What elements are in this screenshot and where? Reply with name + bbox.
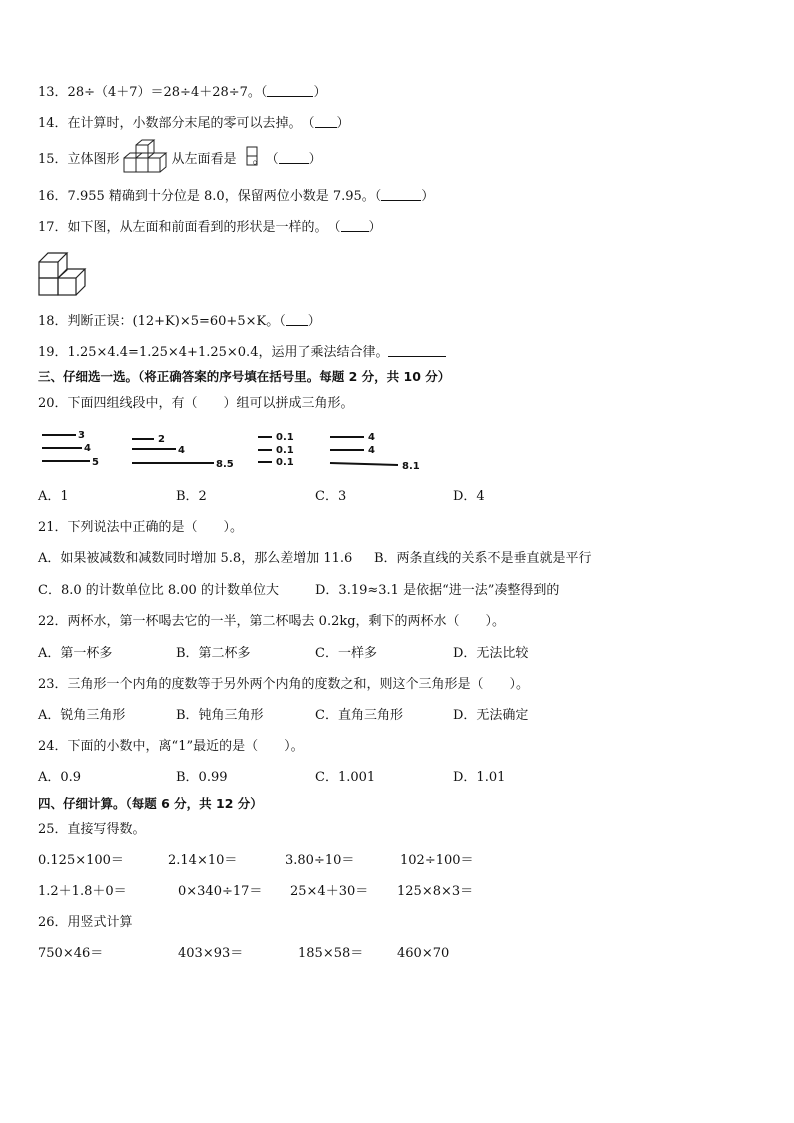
question-13-text: 13．28÷（4＋7）＝28÷4＋28÷7。（ <box>38 85 268 100</box>
seg-label-g2-3: 8.5 <box>216 459 234 470</box>
q20-option-c[interactable]: C．3 <box>315 489 347 504</box>
q25-item-1: 0.125×100＝ <box>38 853 124 868</box>
question-26-text: 26．用竖式计算 <box>38 915 133 930</box>
q20-option-b[interactable]: B．2 <box>176 489 207 504</box>
answer-blank-19[interactable] <box>388 343 446 357</box>
question-13: 13．28÷（4＋7）＝28÷4＋28÷7。（ ） <box>38 85 327 100</box>
q21-option-b[interactable]: B．两条直线的关系不是垂直就是平行 <box>374 551 592 566</box>
q26-item-1: 750×46＝ <box>38 946 104 961</box>
seg-label-g3-1: 0.1 <box>276 432 294 443</box>
side-view-q15 <box>246 146 258 166</box>
question-21-text: 21．下列说法中正确的是（ ）。 <box>38 520 244 535</box>
q24-option-b[interactable]: B．0.99 <box>176 770 228 785</box>
question-18: 18．判断正误：(12+K)×5=60+5×K。（ ） <box>38 314 321 329</box>
q23-option-c[interactable]: C．直角三角形 <box>315 708 403 723</box>
q26-item-4: 460×70 <box>397 946 450 961</box>
q25-item-5: 1.2＋1.8＋0＝ <box>38 884 127 899</box>
q25-item-6: 0×340÷17＝ <box>178 884 263 899</box>
q24-option-d[interactable]: D．1.01 <box>453 770 506 785</box>
q24-option-a[interactable]: A．0.9 <box>38 770 82 785</box>
question-22-text: 22．两杯水，第一杯喝去它的一半，第二杯喝去 0.2kg，剩下的两杯水（ ）。 <box>38 614 506 629</box>
segment-groups-q20 <box>38 425 438 475</box>
answer-blank-13[interactable] <box>267 83 313 97</box>
question-14-text: 14．在计算时，小数部分末尾的零可以去掉。 （ <box>38 116 315 131</box>
question-17: 17．如下图，从左面和前面看到的形状是一样的。 （ ） <box>38 220 382 235</box>
seg-label-g1-2: 4 <box>84 443 91 454</box>
question-15: 15．立体图形 从左面看是 。 （ ） <box>38 152 322 167</box>
question-20-text: 20．下面四组线段中，有（ ）组可以拼成三角形。 <box>38 396 354 411</box>
q22-option-b[interactable]: B．第二杯多 <box>176 646 251 661</box>
seg-label-g1-3: 5 <box>92 457 99 468</box>
question-19-text: 19．1.25×4.4=1.25×4+1.25×0.4，运用了乘法结合律。 <box>38 345 389 360</box>
q25-item-3: 3.80÷10＝ <box>285 853 355 868</box>
q25-item-7: 25×4＋30＝ <box>290 884 369 899</box>
seg-label-g2-2: 4 <box>178 445 185 456</box>
q26-item-3: 185×58＝ <box>298 946 364 961</box>
seg-label-g1-1: 3 <box>78 430 85 441</box>
question-19 <box>38 343 446 362</box>
q20-option-a[interactable]: A．1 <box>38 489 69 504</box>
q21-option-d[interactable]: D．3.19≈3.1 是依据“进一法”凑整得到的 <box>315 583 560 598</box>
section-4-title: 四、仔细计算。（每题 6 分，共 12 分） <box>38 796 263 811</box>
q26-item-2: 403×93＝ <box>178 946 244 961</box>
q22-option-a[interactable]: A．第一杯多 <box>38 646 113 661</box>
question-16-text: 16．7.955 精确到十分位是 8.0，保留两位小数是 7.95。（ <box>38 189 382 204</box>
answer-blank-17[interactable] <box>341 218 369 232</box>
answer-blank-16[interactable] <box>381 187 421 201</box>
q25-item-8: 125×8×3＝ <box>397 884 474 899</box>
question-23-text: 23．三角形一个内角的度数等于另外两个内角的度数之和，则这个三角形是（ ）。 <box>38 677 530 692</box>
q25-item-4: 102÷100＝ <box>400 853 474 868</box>
q22-option-d[interactable]: D．无法比较 <box>453 646 529 661</box>
q23-option-a[interactable]: A．锐角三角形 <box>38 708 126 723</box>
section-3-title: 三、仔细选一选。（将正确答案的序号填在括号里。每题 2 分，共 10 分） <box>38 369 451 384</box>
answer-blank-18[interactable] <box>286 312 308 326</box>
q22-option-c[interactable]: C．一样多 <box>315 646 377 661</box>
q25-item-2: 2.14×10＝ <box>168 853 238 868</box>
answer-blank-14[interactable] <box>315 114 337 128</box>
q21-option-c[interactable]: C．8.0 的计数单位比 8.00 的计数单位大 <box>38 583 279 598</box>
seg-label-g4-2: 4 <box>368 445 375 456</box>
seg-label-g3-3: 0.1 <box>276 457 294 468</box>
question-16: 16．7.955 精确到十分位是 8.0，保留两位小数是 7.95。（ ） <box>38 189 435 204</box>
cube-figure-q17 <box>38 248 88 298</box>
question-15-pre: 15．立体图形 <box>38 152 120 167</box>
question-15-mid: 从左面看是 <box>171 152 237 167</box>
q24-option-c[interactable]: C．1.001 <box>315 770 376 785</box>
q23-option-d[interactable]: D．无法确定 <box>453 708 529 723</box>
q21-option-a[interactable]: A．如果被减数和减数同时增加 5.8，那么差增加 11.6 <box>38 551 353 566</box>
seg-label-g2-1: 2 <box>158 434 165 445</box>
seg-label-g3-2: 0.1 <box>276 445 294 456</box>
question-17-text: 17．如下图，从左面和前面看到的形状是一样的。 （ <box>38 220 341 235</box>
question-24-text: 24．下面的小数中，离“1”最近的是（ ）。 <box>38 739 304 754</box>
question-18-text: 18．判断正误：(12+K)×5=60+5×K。（ <box>38 314 286 329</box>
cube-figure-q15 <box>122 138 174 176</box>
question-14: 14．在计算时，小数部分末尾的零可以去掉。 （ ） <box>38 116 350 131</box>
question-25-text: 25．直接写得数。 <box>38 822 146 837</box>
q23-option-b[interactable]: B．钝角三角形 <box>176 708 264 723</box>
q20-option-d[interactable]: D．4 <box>453 489 485 504</box>
seg-label-g4-3: 8.1 <box>402 461 420 472</box>
answer-blank-15[interactable] <box>279 150 309 164</box>
seg-label-g4-1: 4 <box>368 432 375 443</box>
